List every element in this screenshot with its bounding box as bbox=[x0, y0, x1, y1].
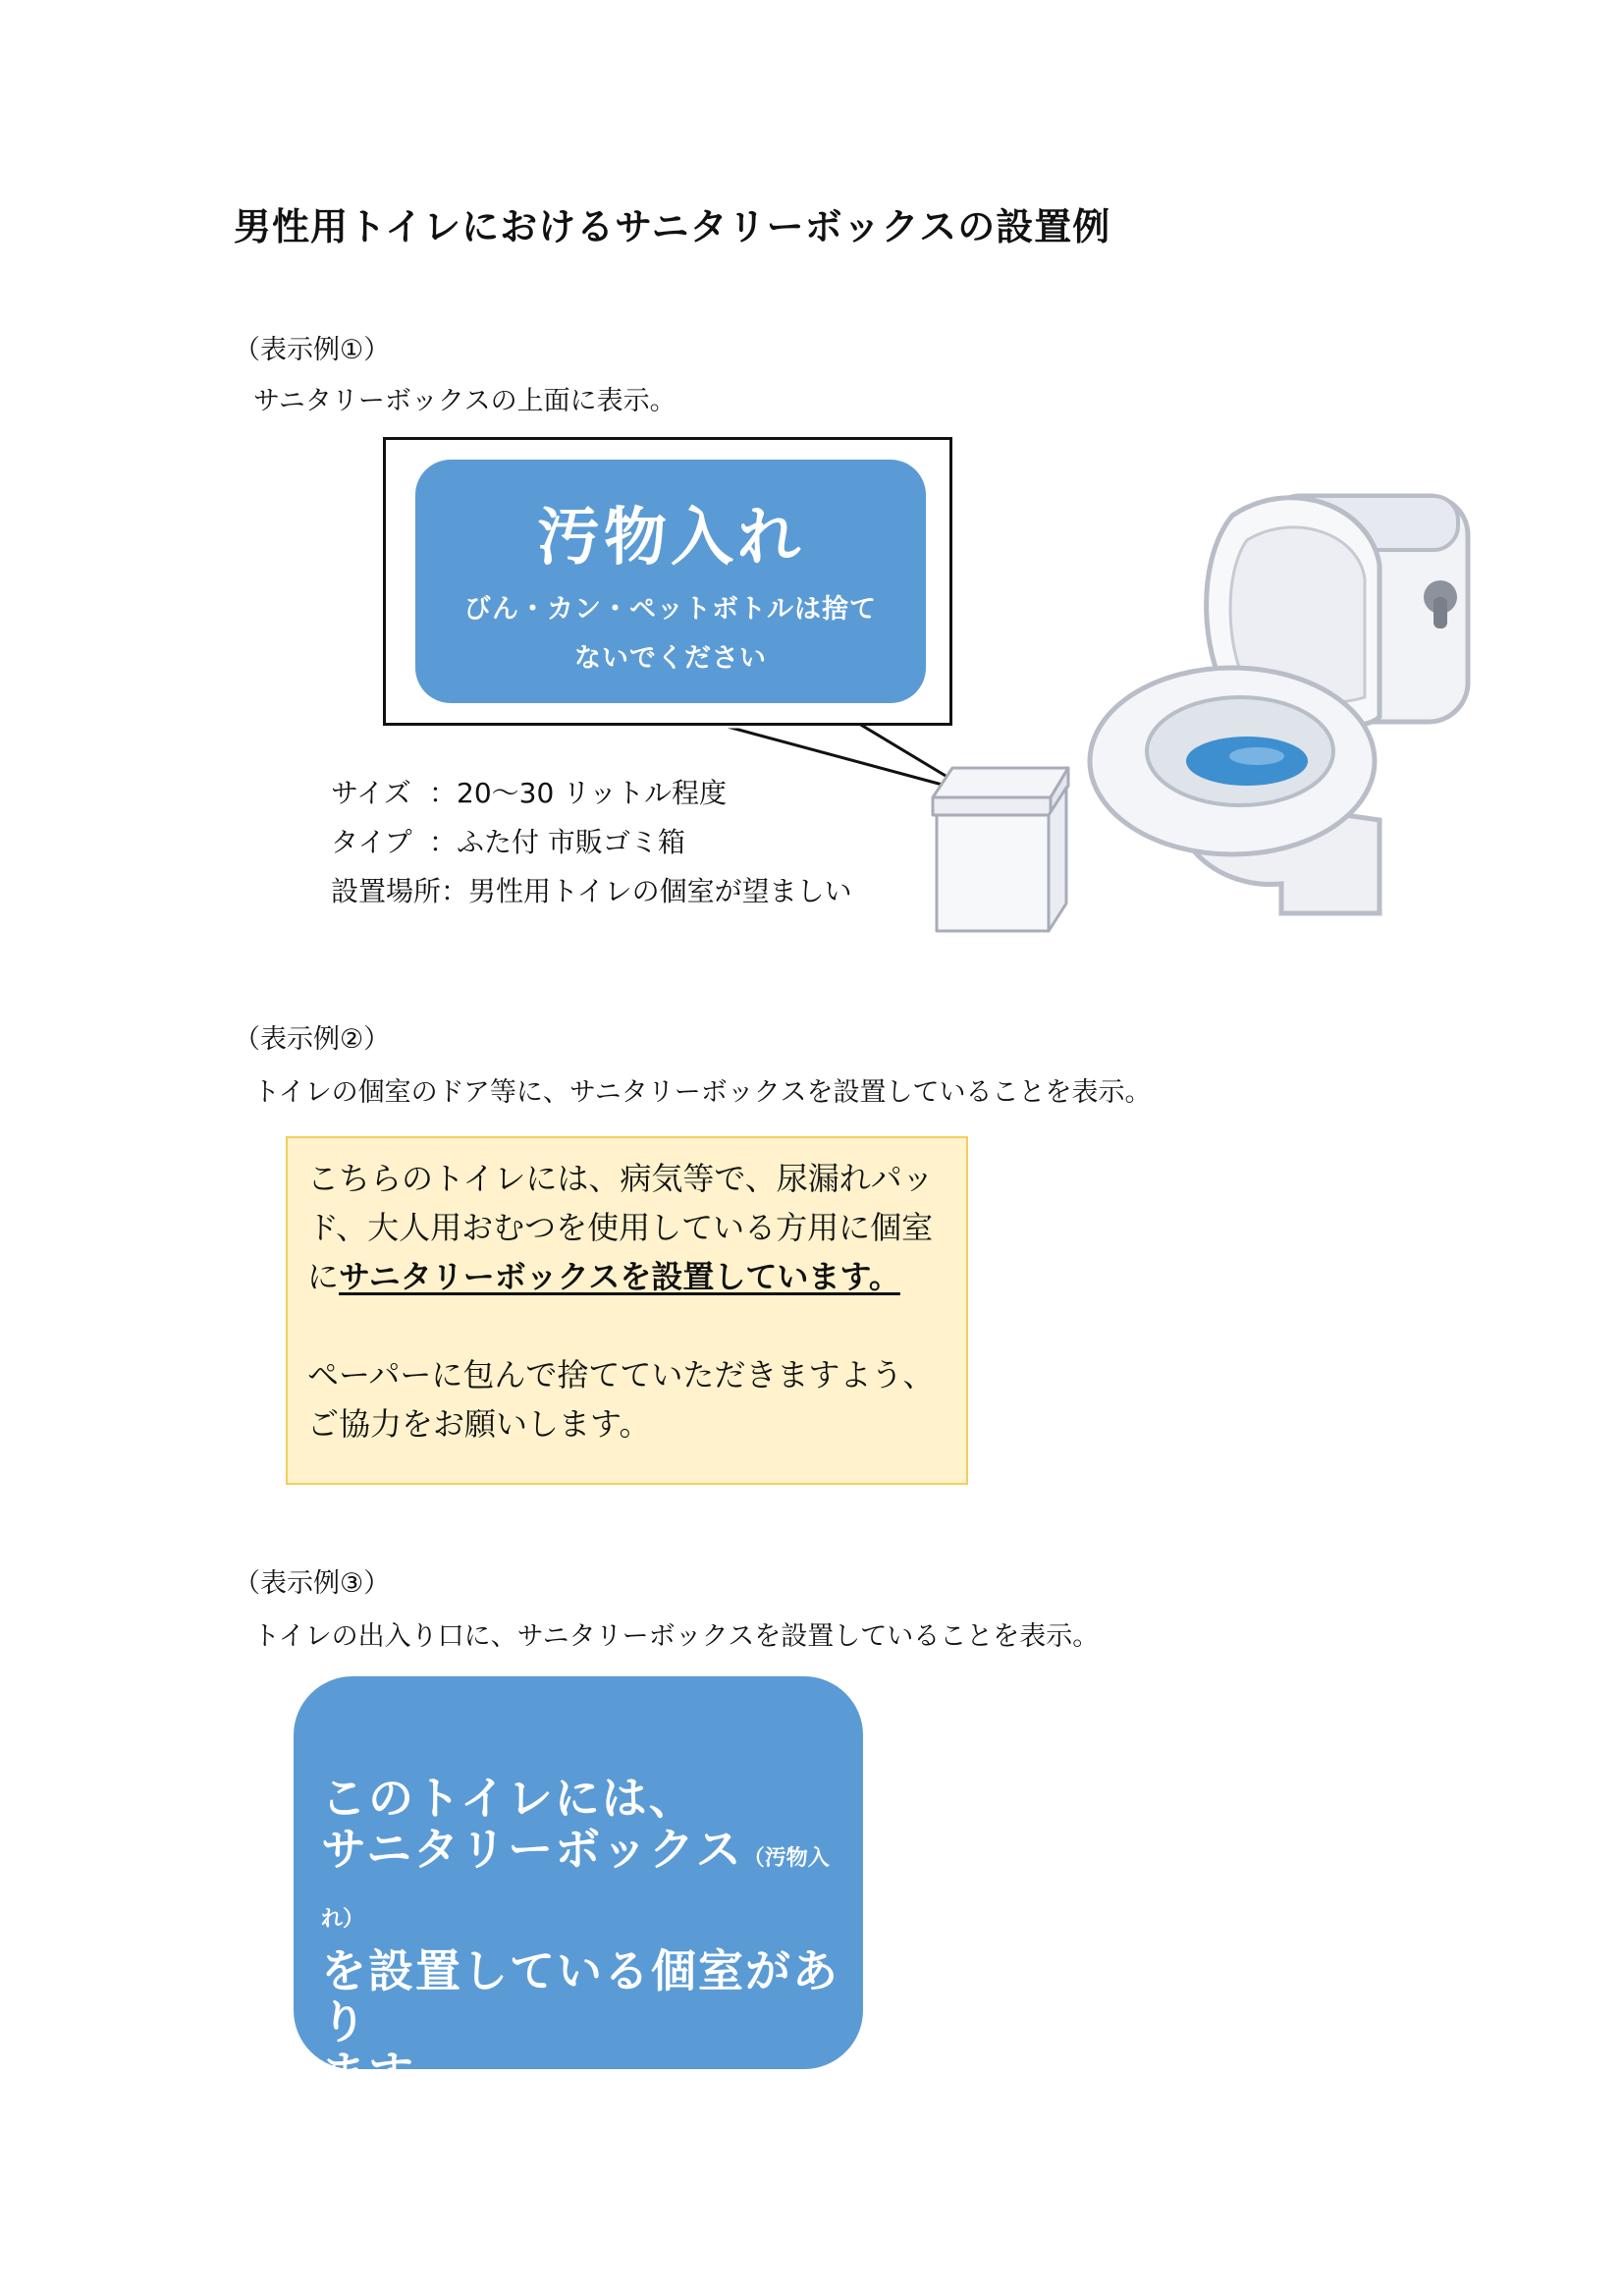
entrance-sign-line2 bbox=[321, 1824, 839, 1945]
spec-type-label: タイプ bbox=[331, 826, 412, 858]
sign-title: 汚物入れ bbox=[537, 502, 804, 574]
notice-line2: ド、大人用おむつを使用している方用に個室 bbox=[307, 1209, 934, 1246]
spec-size-value: ：20～30 リットル程度 bbox=[429, 777, 728, 809]
toilet-illustration bbox=[1085, 466, 1483, 918]
waste-bin-sign bbox=[415, 460, 926, 703]
spec-size bbox=[331, 772, 727, 811]
notice-line5: ご協力をお願いします。 bbox=[307, 1405, 651, 1443]
spec-location-value: ：男性用トイレの個室が望ましい bbox=[441, 875, 852, 907]
sign-subtitle bbox=[435, 585, 906, 683]
trash-bin-illustration bbox=[913, 756, 1080, 938]
spec-location-label: 設置場所 bbox=[331, 875, 442, 907]
notice-line3 bbox=[307, 1252, 947, 1301]
entrance-sign-line3: を設置している個室があり bbox=[321, 1944, 839, 2049]
spec-type bbox=[331, 821, 685, 860]
example1-description: サニタリーボックスの上面に表示。 bbox=[253, 386, 676, 416]
example3-description: トイレの出入り口に、サニタリーボックスを設置していることを表示。 bbox=[253, 1621, 1100, 1652]
example2-description: トイレの個室のドア等に、サニタリーボックスを設置していることを表示。 bbox=[253, 1077, 1152, 1108]
notice-panel bbox=[286, 1136, 968, 1485]
notice-line4: ペーパーに包んで捨てていただきますよう、 bbox=[307, 1356, 935, 1394]
spec-size-label: サイズ bbox=[331, 777, 411, 809]
entrance-sign-line2-small: （汚物入れ） bbox=[321, 1846, 830, 1932]
entrance-sign-line4: ます。 bbox=[321, 2047, 460, 2100]
example3-heading: （表示例③） bbox=[234, 1568, 391, 1599]
entrance-sign bbox=[294, 1676, 863, 2100]
entrance-sign-line2-main: サニタリーボックス bbox=[321, 1823, 743, 1876]
sign-subtitle-line2: ないでください bbox=[574, 643, 767, 674]
spec-location bbox=[331, 870, 852, 909]
spec-type-value: ：ふた付 市販ゴミ箱 bbox=[429, 826, 685, 858]
example1-heading: （表示例①） bbox=[234, 335, 391, 365]
sign-subtitle-line1: びん・カン・ペットボトルは捨て bbox=[464, 594, 877, 625]
example2-heading: （表示例②） bbox=[234, 1024, 391, 1055]
page-title: 男性用トイレにおけるサニタリーボックスの設置例 bbox=[234, 205, 1111, 248]
notice-emphasis: サニタリーボックスを設置しています。 bbox=[339, 1258, 900, 1295]
entrance-sign-line1: このトイレには、 bbox=[321, 1772, 696, 1825]
notice-line1: こちらのトイレには、病気等で、尿漏れパッ bbox=[307, 1160, 934, 1197]
notice-line3-prefix: に bbox=[307, 1258, 340, 1295]
